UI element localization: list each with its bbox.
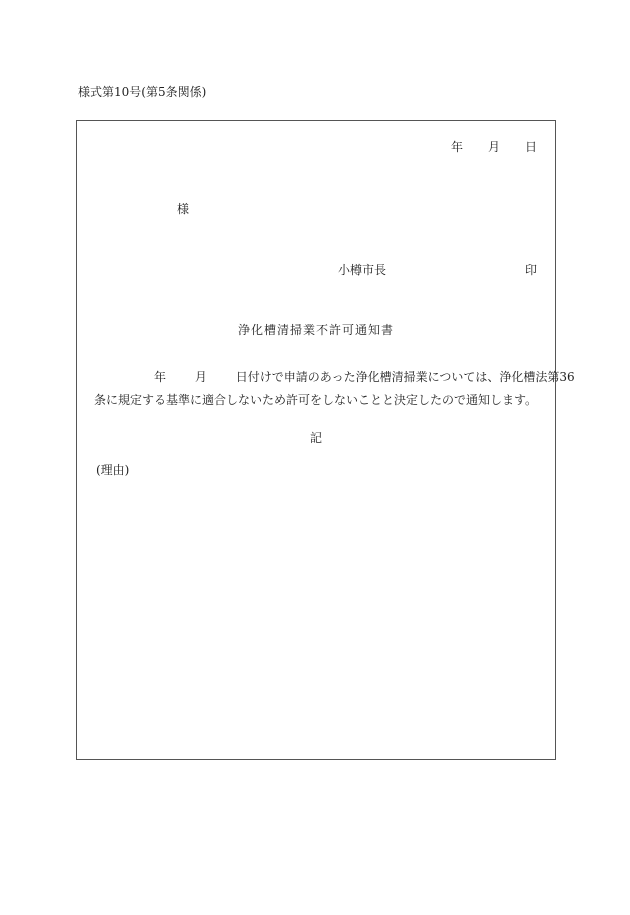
date-month-label: 月	[487, 140, 500, 154]
body-year-label: 年	[154, 370, 167, 384]
body-line-2: 条に規定する基準に適合しないため許可をしないことと決定したので通知します。	[94, 393, 538, 407]
document-title: 浄化槽清掃業不許可通知書	[237, 323, 394, 337]
reason-label: (理由)	[96, 463, 130, 477]
body-line-1	[154, 368, 575, 385]
addressee-honorific: 様	[177, 202, 190, 216]
seal-mark: 印	[524, 263, 537, 277]
form-number: 様式第10号(第5条関係)	[78, 85, 207, 99]
date-line	[451, 138, 537, 155]
document-frame	[76, 120, 575, 760]
issuer-name: 小樽市長	[338, 263, 387, 277]
date-day-label: 日	[524, 140, 537, 154]
body-month-label: 月	[194, 370, 207, 384]
body-line-1-text: 日付けで申請のあった浄化槽清掃業については、浄化槽法第36	[235, 370, 575, 384]
ki-heading: 記	[309, 431, 322, 445]
date-year-label: 年	[450, 140, 463, 154]
